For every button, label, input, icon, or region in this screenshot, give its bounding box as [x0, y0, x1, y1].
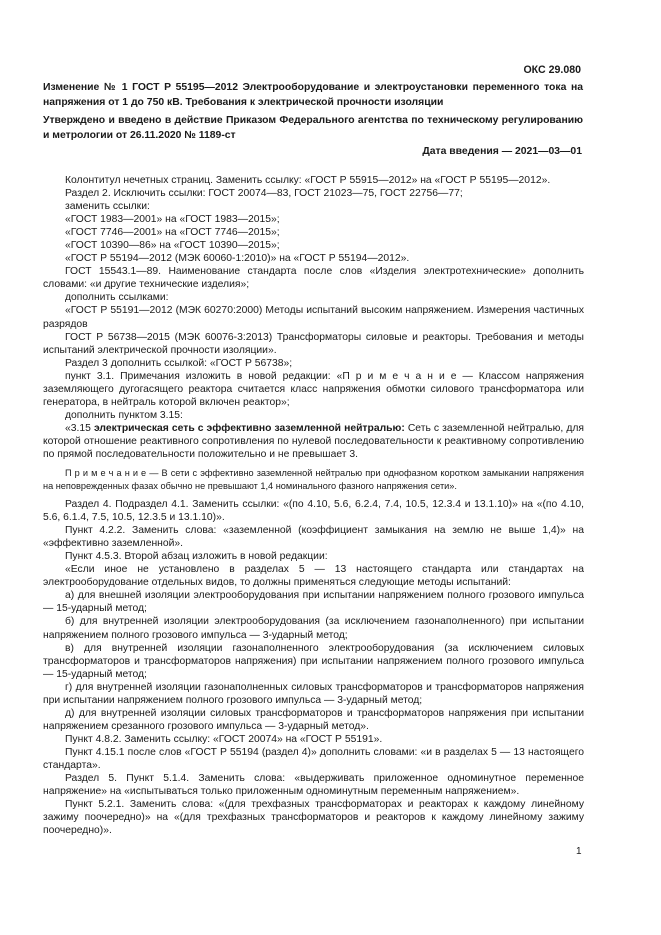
- definition-prefix: «3.15: [65, 422, 94, 434]
- paragraph: Раздел 4. Подраздел 4.1. Заменить ссылки: «(по 4.10, 5.6, 6.2.4, 7.4, 10.5, 12.3.4 и 13.1.10)» на «(по 4.10, 5.6, 6.1.4, 7.5, 10.5, 12.3.5 и 13.1.10)».: [43, 499, 584, 524]
- paragraph: «ГОСТ 10390—86» на «ГОСТ 10390—2015»;: [65, 240, 280, 252]
- paragraph: Пункт 4.8.2. Заменить ссылку: «ГОСТ 20074» на «ГОСТ Р 55191».: [65, 733, 383, 745]
- document-code: ОКС 29.080: [523, 64, 581, 76]
- paragraph: Пункт 4.15.1 после слов «ГОСТ Р 55194 (раздел 4)» дополнить словами: «и в разделах 5 — 13 настоящего стандарта».: [43, 746, 584, 771]
- paragraph: «ГОСТ Р 55191—2012 (МЭК 60270:2000) Методы испытаний высоким напряжением. Измерения частичных разрядов: [43, 305, 584, 330]
- paragraph: Пункт 5.2.1. Заменить слова: «(для трехфазных трансформаторах и реакторах к каждому линейному зажиму поочередно)» на «(для трехфазных трансформаторов и реакторов к каждому линейному зажиму поочередно)».: [43, 799, 584, 837]
- document-body: [43, 174, 584, 837]
- definition-text: Сеть с заземленной нейтралью, для которой отношение реактивного сопротивления по нулевой последовательности к реактивному сопротивлению по прямой последовательности положительно и не превышает 3.: [43, 422, 585, 460]
- paragraph: пункт 3.1. Примечания изложить в новой редакции: «П р и м е ч а н и е — Классом напряжения заземляющего дугогасящего реактора считается класс напряжения обмотки силового трансформатора или генератора, в нейтраль которой включен реактор»;: [43, 370, 584, 408]
- document-title: Изменение № 1 ГОСТ Р 55195—2012 Электрооборудование и электроустановки переменного тока на напряжения от 1 до 750 кВ. Требования к электрической прочности изоляции: [43, 82, 583, 108]
- page-number: 1: [576, 846, 582, 857]
- defined-term: электрическая сеть с эффективно заземленной нейтралью:: [93, 422, 405, 434]
- paragraph: «ГОСТ 7746—2001» на «ГОСТ 7746—2015»;: [65, 227, 280, 239]
- paragraph: Раздел 2. Исключить ссылки: ГОСТ 20074—83, ГОСТ 21023—75, ГОСТ 22756—77;: [65, 188, 463, 200]
- paragraph: ГОСТ 15543.1—89. Наименование стандарта после слов «Изделия электротехнические» дополнить словами: «и другие технические изделия»;: [43, 266, 584, 291]
- paragraph: Пункт 4.2.2. Заменить слова: «заземленной (коэффициент замыкания на землю не выше 1,4)» на «эффективно заземленной».: [43, 525, 584, 550]
- approval-statement: Утверждено и введено в действие Приказом Федерального агентства по техническому регулированию и метрологии от 26.11.2020 № 1189-ст: [43, 115, 583, 141]
- list-item: г) для внутренней изоляции газонаполненных силовых трансформаторов и трансформаторов напряжения при испытании напряжением полного грозового импульса — 3-ударный метод;: [43, 681, 584, 706]
- note-paragraph: П р и м е ч а н и е — В сети с эффективно заземленной нейтралью при однофазном коротком замыкании напряжения на неповрежденных фазах обычно не превышают 1,4 номинального фазного напряжения сети».: [43, 468, 584, 491]
- list-item: в) для внутренней изоляции газонаполненного электрооборудования (за исключением силовых трансформаторов и трансформаторов напряжения) при испытании напряжением полного грозового импульса — 15-ударный метод;: [43, 642, 584, 680]
- paragraph: Раздел 3 дополнить ссылкой: «ГОСТ Р 56738»;: [65, 357, 293, 369]
- effective-date: Дата введения — 2021—03—01: [422, 146, 582, 157]
- paragraph: дополнить пунктом 3.15:: [65, 409, 183, 421]
- paragraph: Колонтитул нечетных страниц. Заменить ссылку: «ГОСТ Р 55915—2012» на «ГОСТ Р 55195—2012».: [65, 175, 551, 186]
- list-item: а) для внешней изоляции электрооборудования при испытании напряжением полного грозового импульса — 15-ударный метод;: [43, 590, 584, 615]
- paragraph: ГОСТ Р 56738—2015 (МЭК 60076-3:2013) Трансформаторы силовые и реакторы. Требования и методы испытаний электрической прочности изоляции».: [43, 331, 584, 356]
- paragraph: дополнить ссылками:: [65, 292, 169, 304]
- paragraph: Раздел 5. Пункт 5.1.4. Заменить слова: «выдерживать приложенное одноминутное переменное напряжение» на «испытываться только приложенным одноминутным переменным напряжением».: [43, 773, 584, 798]
- paragraph: «ГОСТ 1983—2001» на «ГОСТ 1983—2015»;: [65, 214, 280, 226]
- paragraph: «Если иное не установлено в разделах 5 — 13 настоящего стандарта или стандартах на электрооборудование отдельных видов, то должны применяться следующие методы испытаний:: [43, 564, 584, 589]
- list-item: д) для внутренней изоляции силовых трансформаторов и трансформаторов напряжения при испытании напряжением срезанного грозового импульса — 3-ударный метод».: [43, 707, 584, 732]
- definition-paragraph: [43, 422, 584, 461]
- paragraph: «ГОСТ Р 55194—2012 (МЭК 60060-1:2010)» на «ГОСТ Р 55194—2012».: [65, 253, 410, 265]
- list-item: б) для внутренней изоляции электрооборудования (за исключением газонаполненного) при испытании напряжением полного грозового импульса — 3-ударный метод;: [43, 616, 584, 641]
- paragraph: Пункт 4.5.3. Второй абзац изложить в новой редакции:: [65, 551, 328, 563]
- paragraph: заменить ссылки:: [65, 201, 150, 213]
